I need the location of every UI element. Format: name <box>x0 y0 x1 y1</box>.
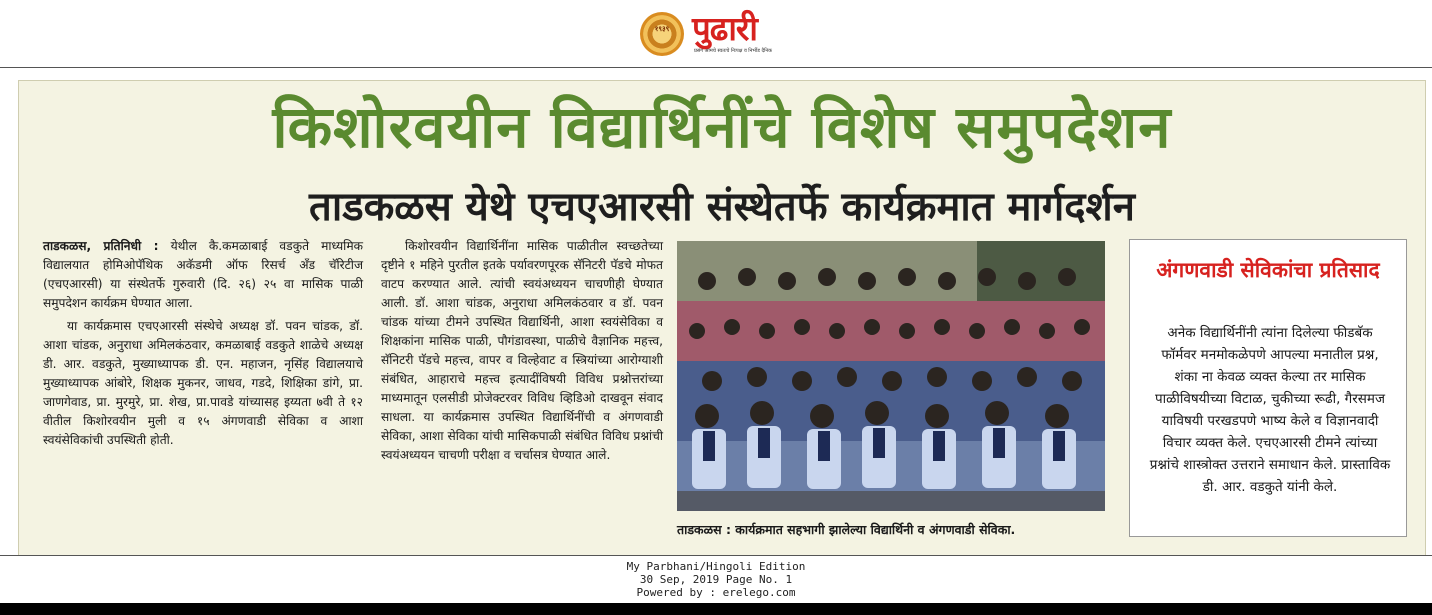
article-column-2 <box>381 237 663 469</box>
newspaper-logo[interactable] <box>640 10 800 60</box>
group-photo <box>677 241 1105 511</box>
edition-footer <box>0 560 1432 599</box>
article-column-1 <box>43 237 363 454</box>
newspaper-tagline: प्रसंग आमचे स्वतःचे निःपक्ष व निर्भीड दैनिक <box>694 48 773 54</box>
dateline: ताडकळस, प्रतिनिधी : <box>43 239 159 253</box>
article-headline: किशोरवयीन विद्यार्थिनींचे विशेष समुपदेशन <box>272 93 1172 161</box>
paragraph: किशोरवयीन विद्यार्थिनींना मासिक पाळीतील स्वच्छतेच्या दृष्टीने १ महिने पुरतील इतके पर्यावरणपूरक सॅनिटरी पॅडचे मोफत वाटप करण्यात आले. त्यांची स्वयंअध्ययन चाचणीही घेण्यात आली. डॉ. आशा चांडक, अनुराधा अमिलकंठवार व डॉ. पवन चांडक यांच्या टीमने उपस्थित विद्यार्थिनी, आशा स्वयंसेविका व शिक्षकांना मासिक पाळी, पौगंडावस्था, पाळीचे वैज्ञानिक महत्त्व, सॅनिटरी पॅडचे महत्त्व, वापर व विल्हेवाट व स्त्रियांच्या आरोग्याशी संबंधित, आहाराचे महत्त्व इत्यादींविषयी विविध प्रश्नोत्तरांच्या माध्यमातून एलसीडी प्रोजेक्टरवर विविध व्हिडिओ दाखवून संवाद साधला. या कार्यक्रमास उपस्थित विद्यार्थिनींची व अंगणवाडी सेविका, आशा सेविका यांची मासिकपाळी संबंधित विविध प्रश्नांची स्वयंअध्ययन चाचणी परीक्षा व चर्चासत्र घेण्यात आले. <box>381 239 663 462</box>
bottom-divider <box>0 555 1432 556</box>
top-divider <box>0 67 1432 68</box>
edition-date-page: 30 Sep, 2019 Page No. 1 <box>639 573 793 586</box>
article-subheadline: ताडकळस येथे एचएआरसी संस्थेतर्फे कार्यक्रमात मार्गदर्शन <box>309 184 1135 230</box>
newspaper-name: पुढारी <box>692 9 757 48</box>
paragraph-text: येथील कै.कमळाबाई वडकुते माध्यमिक विद्यालयात होमिओपॅथिक अकॅडमी ऑफ रिसर्च अँड चॅरिटीज (एचएआरसी) या संस्थेतर्फे गुरुवारी (दि. २६) २५ वा मासिक पाळी समुपदेशन कार्यक्रम घेण्यात आला. <box>43 239 363 310</box>
photo-caption: ताडकळस : कार्यक्रमात सहभागी झालेल्या विद्यार्थिनी व अंगणवाडी सेविका. <box>677 522 1016 537</box>
sidebar-box <box>1129 239 1407 537</box>
edition-name: My Parbhani/Hingoli Edition <box>626 560 806 573</box>
paragraph: या कार्यक्रमास एचएआरसी संस्थेचे अध्यक्ष डॉ. पवन चांडक, डॉ. आशा चांडक, अनुराधा अमिलकंठवार, कमळाबाई वडकुते शाळेचे अध्यक्ष डी. आर. वडकुते, मुख्याध्यापक डी. एन. महाजन, नृसिंह विद्यालयाचे मुख्याध्यापक आंबोरे, शिक्षक मुकनर, जाधव, गडदे, शिक्षिका डांगे, प्रा. जाणगेवाड, प्रा. मुरमुरे, प्रा. शेख, प्रा.पावडे यांच्यासह इय्यता ७वी ते १२ वीतील किशोरवयीन मुली व १५ अंगणवाडी सेविका व आशा स्वयंसेविकांची उपस्थिती होती. <box>43 319 363 447</box>
emblem-year: १९३९ <box>654 25 670 33</box>
sun-emblem-icon <box>640 12 684 56</box>
paragraph <box>43 237 363 313</box>
powered-by-link[interactable]: Powered by : erelego.com <box>636 586 796 599</box>
bottom-bar <box>0 603 1432 615</box>
sidebar-body: अनेक विद्यार्थिनींनी त्यांना दिलेल्या फीडबॅक फॉर्मवर मनमोकळेपणे आपल्या मनातील प्रश्न, शंका ना केवळ व्यक्त केल्या तर मासिक पाळीविषयीच्या विटाळ, चुकीच्या रूढी, गैरसमज याविषयी परखडपणे भाष्य केले व विज्ञानवादी विचार व्यक्त केले. एचएआरसी टीमने त्यांच्या प्रश्नांचे शास्त्रोक्त उत्तराने समाधान केले. प्रास्ताविक डी. आर. वडकुते यांनी केले. <box>1149 325 1391 495</box>
masthead <box>0 0 1432 68</box>
sidebar-title: अंगणवाडी सेविकांचा प्रतिसाद <box>1156 258 1380 282</box>
news-clipping <box>18 80 1426 556</box>
students-photo-illustration <box>677 241 1105 511</box>
